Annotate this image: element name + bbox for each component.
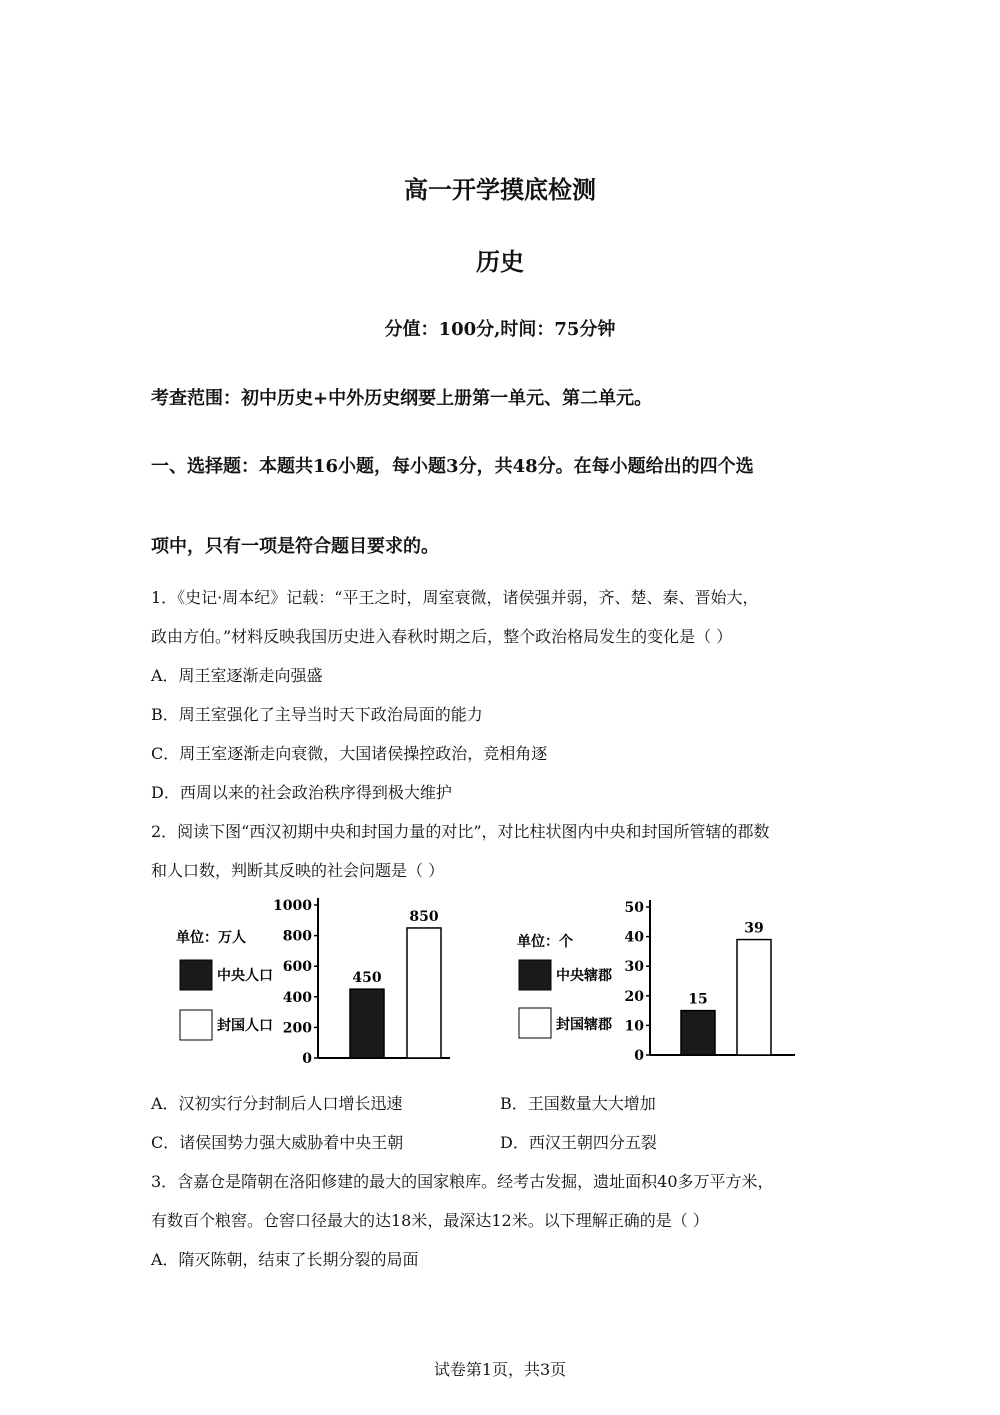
page-title: 高一开学摸底检测: [404, 175, 596, 204]
chart2-data-label: 39: [744, 920, 764, 937]
q1-option-b: B．周王室强化了主导当时天下政治局面的能力: [151, 705, 483, 724]
q3-stem-line2: 有数百个粮窖。仓窖口径最大的达18米，最深达12米。以下理解正确的是（ ）: [151, 1211, 709, 1230]
chart1-legend-central: 中央人口: [217, 968, 273, 984]
q3-stem-line1: 3．含嘉仓是隋朝在洛阳修建的最大的国家粮库。经考古发掘，遗址面积40多万平方米，: [151, 1172, 774, 1191]
chart2-legend-central: 中央辖郡: [556, 968, 612, 984]
chart1-ytick-label: 1000: [273, 898, 312, 914]
chart1-ytick-label: 0: [302, 1051, 312, 1067]
chart2-legend-swatch-fief: [519, 1008, 551, 1038]
q1-option-d: D．西周以来的社会政治秩序得到极大维护: [151, 783, 452, 802]
score-time: 分值：100分,时间：75分钟: [384, 319, 616, 340]
chart1-legend-swatch-fief: [180, 1010, 212, 1040]
chart2-data-label: 15: [688, 991, 708, 1008]
q1-stem-line2: 政由方伯。”材料反映我国历史进入春秋时期之后，整个政治格局发生的变化是（ ）: [151, 627, 733, 646]
chart2-legend-fief: 封国辖郡: [556, 1017, 612, 1033]
q2-stem-line2: 和人口数，判断其反映的社会问题是（ ）: [151, 861, 445, 880]
chart1-legend-swatch-central: [180, 960, 212, 990]
chart1-legend-fief: 封国人口: [217, 1018, 273, 1034]
chart1-ytick-label: 800: [282, 928, 312, 945]
q1-option-a: A．周王室逐渐走向强盛: [151, 666, 323, 685]
q3-option-a: A．隋灭陈朝，结束了长期分裂的局面: [151, 1250, 419, 1269]
chart2-ytick-label: 10: [624, 1018, 644, 1035]
chart1-data-label: 450: [352, 970, 382, 987]
chart2-ytick-label: 20: [624, 988, 644, 1005]
chart1-bar-central: [350, 989, 384, 1058]
population-chart: [160, 890, 460, 1080]
chart2-ytick-label: 30: [624, 959, 644, 976]
q2-stem-line1: 2．阅读下图“西汉初期中央和封国力量的对比”，对比柱状图内中央和封国所管辖的郡数: [151, 822, 770, 841]
q2-option-b: B．王国数量大大增加: [500, 1094, 656, 1113]
q1-stem-line1: 1．《史记·周本纪》记载：“平王之时，周室衰微，诸侯强并弱，齐、楚、秦、晋始大，: [151, 588, 759, 607]
section-heading-line1: 一、选择题：本题共16小题，每小题3分，共48分。在每小题给出的四个选: [151, 456, 754, 477]
chart1-data-label: 850: [409, 908, 439, 925]
chart2-ytick-label: 50: [624, 900, 644, 916]
chart2-ytick-label: 0: [634, 1048, 644, 1064]
q2-option-d: D．西汉王朝四分五裂: [500, 1133, 657, 1152]
chart2-unit-label: 单位：个: [517, 934, 573, 950]
chart1-ytick-label: 400: [282, 989, 312, 1006]
section-heading-line2: 项中，只有一项是符合题目要求的。: [151, 536, 439, 557]
chart1-ytick-label: 200: [282, 1020, 312, 1037]
q2-option-a: A．汉初实行分封制后人口增长迅速: [151, 1094, 403, 1113]
exam-scope: 考查范围：初中历史+中外历史纲要上册第一单元、第二单元。: [151, 388, 653, 409]
commandery-chart: [505, 890, 805, 1080]
chart2-bar-central: [681, 1011, 715, 1055]
chart2-legend-swatch-central: [519, 960, 551, 990]
chart1-bar-fief: [407, 928, 441, 1058]
page-footer: 试卷第1页，共3页: [433, 1360, 567, 1379]
chart2-ytick-label: 40: [624, 929, 644, 946]
subject-title: 历史: [476, 247, 524, 276]
chart2-bar-fief: [737, 940, 771, 1055]
chart1-ytick-label: 600: [282, 959, 312, 976]
chart1-unit-label: 单位：万人: [176, 930, 246, 946]
q1-option-c: C．周王室逐渐走向衰微，大国诸侯操控政治，竞相角逐: [151, 744, 548, 763]
q2-option-c: C．诸侯国势力强大威胁着中央王朝: [151, 1133, 404, 1152]
